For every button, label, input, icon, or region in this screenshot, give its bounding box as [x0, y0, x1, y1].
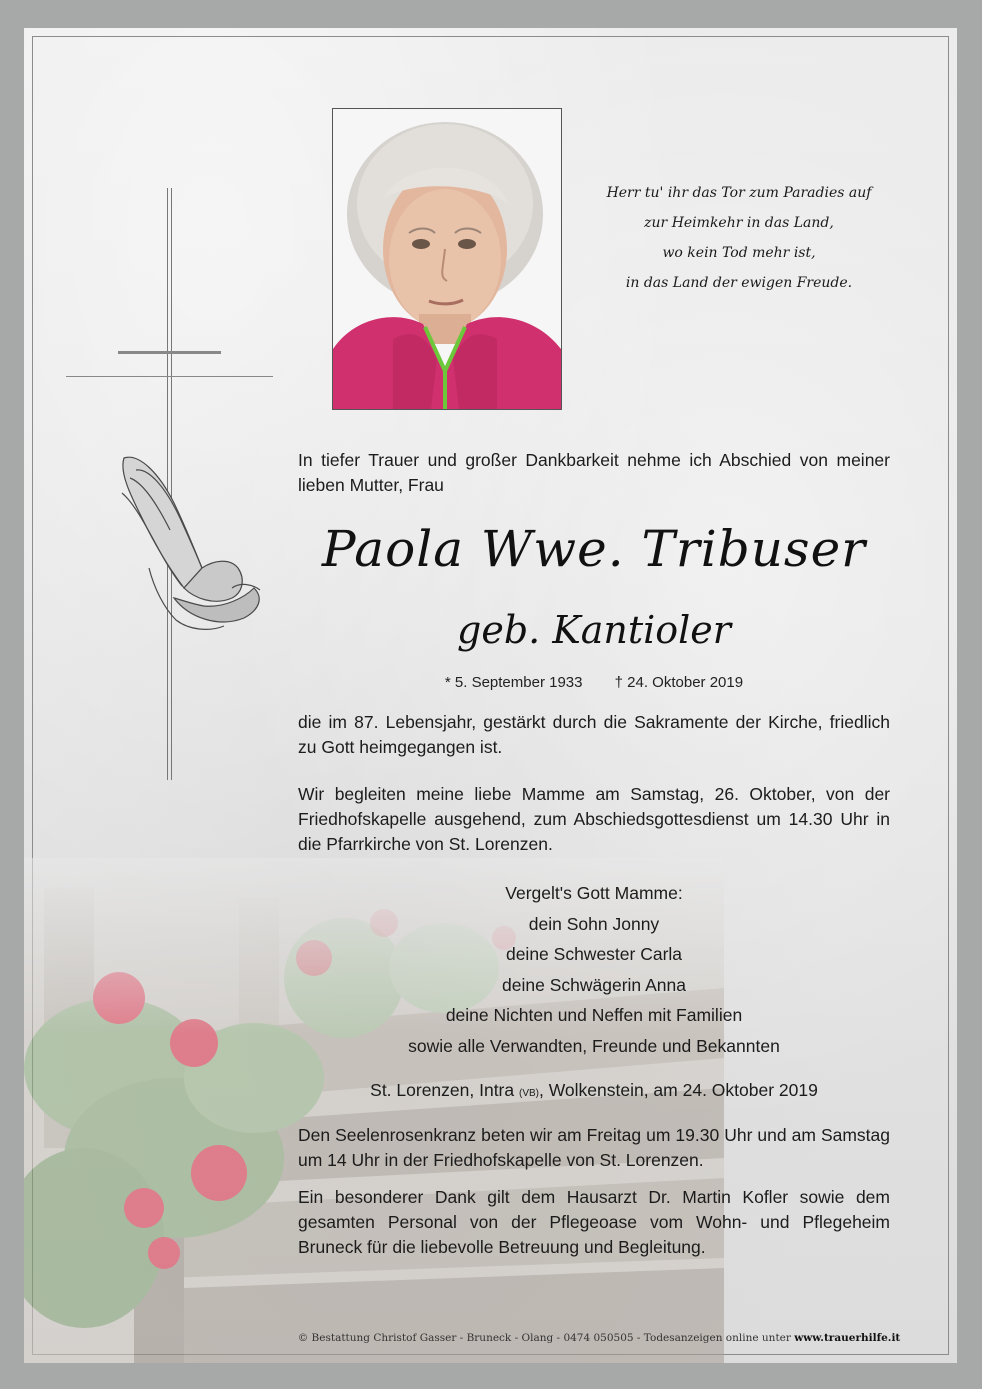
death-announcement: die im 87. Lebensjahr, gestärkt durch die Sakramente der Kirche, friedlich zu Gott heimgegangen ist.: [298, 712, 890, 757]
deceased-name: Paola Wwe. Tribuser: [321, 520, 867, 578]
mourner: dein Sohn Jonny: [528, 913, 660, 934]
funeral-service-text: Wir begleiten meine liebe Mamme am Samstag, 26. Oktober, von der Friedhofskapelle ausgehend, zum Abschiedsgottesdienst um 14.30 Uhr in die Pfarrkirche von St. Lorenzen.: [298, 784, 890, 854]
footer: [294, 1332, 904, 1344]
intro-text: In tiefer Trauer und großer Dankbarkeit nehme ich Abschied von meiner lieben Mutter, Frau: [298, 450, 890, 495]
verse-line: in das Land der ewigen Freude.: [625, 275, 853, 291]
verse-line: Herr tu' ihr das Tor zum Paradies auf: [606, 185, 872, 201]
verse: [564, 178, 914, 298]
portrait-photo: [332, 108, 562, 410]
mourner: deine Schwägerin Anna: [502, 974, 686, 995]
life-dates: [294, 673, 894, 693]
birth-date: * 5. September 1933: [444, 674, 583, 691]
rosary-text: Den Seelenrosenkranz beten wir am Freitag um 19.30 Uhr und am Samstag um 14 Uhr in der Friedhofskapelle von St. Lorenzen.: [298, 1125, 890, 1170]
place-before: St. Lorenzen, Intra: [370, 1080, 519, 1100]
mourner: sowie alle Verwandten, Freunde und Bekannten: [408, 1035, 780, 1056]
place-and-date: [298, 1078, 890, 1106]
verse-line: wo kein Tod mehr ist,: [662, 245, 816, 261]
obituary-sheet: [24, 28, 957, 1363]
mourners-list: [298, 878, 890, 1061]
birth-name: geb. Kantioler: [457, 608, 731, 652]
place-after: , Wolkenstein, am 24. Oktober 2019: [538, 1080, 818, 1100]
mourner: deine Nichten und Neffen mit Familien: [445, 1005, 743, 1025]
verse-line: zur Heimkehr in das Land,: [644, 215, 834, 231]
thanks-text: Ein besonderer Dank gilt dem Hausarzt Dr. Martin Kofler sowie dem gesamten Personal von der Pflegeoase vom Wohn- und Pflegeheim Bruneck für die liebevolle Betreuung und Begleitung.: [298, 1187, 890, 1257]
cross-horizontal-beam: [118, 351, 221, 354]
cross-horizontal-line: [66, 376, 273, 377]
death-date: † 24. Oktober 2019: [614, 674, 744, 691]
place-province: (VB): [518, 1088, 539, 1099]
praying-hands-icon: [114, 448, 264, 633]
footer-text: © Bestattung Christof Gasser - Bruneck - Olang - 0474 050505 - Todesanzeigen online unter: [297, 1332, 795, 1344]
footer-link[interactable]: www.trauerhilfe.it: [794, 1332, 901, 1344]
mourner: deine Schwester Carla: [505, 944, 683, 964]
signoff-heading: Vergelt's Gott Mamme:: [505, 883, 683, 903]
